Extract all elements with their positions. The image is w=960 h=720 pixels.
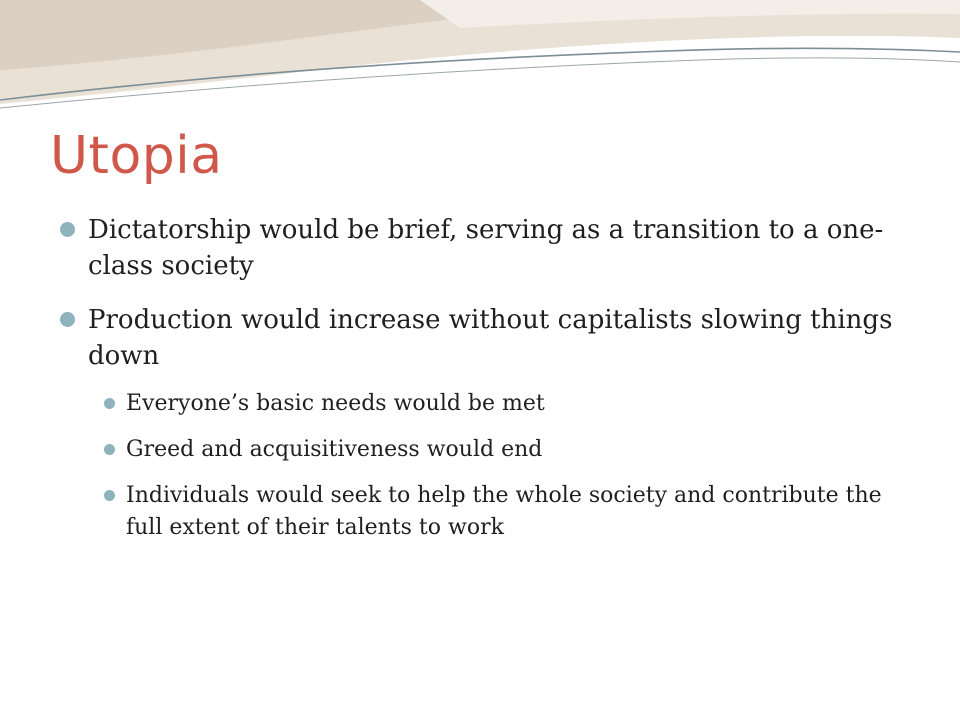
decorative-wave-banner [0, 0, 960, 120]
sub-bullet-text: Everyone’s basic needs would be met [126, 391, 545, 416]
sub-bullet-item [60, 480, 920, 544]
sub-bullet-dot-icon [104, 490, 115, 501]
sub-bullet-item [60, 434, 920, 466]
slide-content [60, 212, 920, 558]
sub-bullet-item [60, 388, 920, 420]
bullet-item [60, 302, 920, 374]
bullet-dot-icon [60, 312, 75, 327]
bullet-text: Dictatorship would be brief, serving as a transition to a one-class society [88, 215, 884, 281]
bullet-dot-icon [60, 222, 75, 237]
sub-bullet-dot-icon [104, 444, 115, 455]
sub-bullet-text: Individuals would seek to help the whole society and contribute the full extent of their talents to work [126, 483, 882, 540]
slide-title: Utopia [50, 126, 223, 186]
sub-bullet-dot-icon [104, 398, 115, 409]
sub-bullet-text: Greed and acquisitiveness would end [126, 437, 543, 462]
bullet-item [60, 212, 920, 284]
bullet-text: Production would increase without capitalists slowing things down [88, 305, 893, 371]
